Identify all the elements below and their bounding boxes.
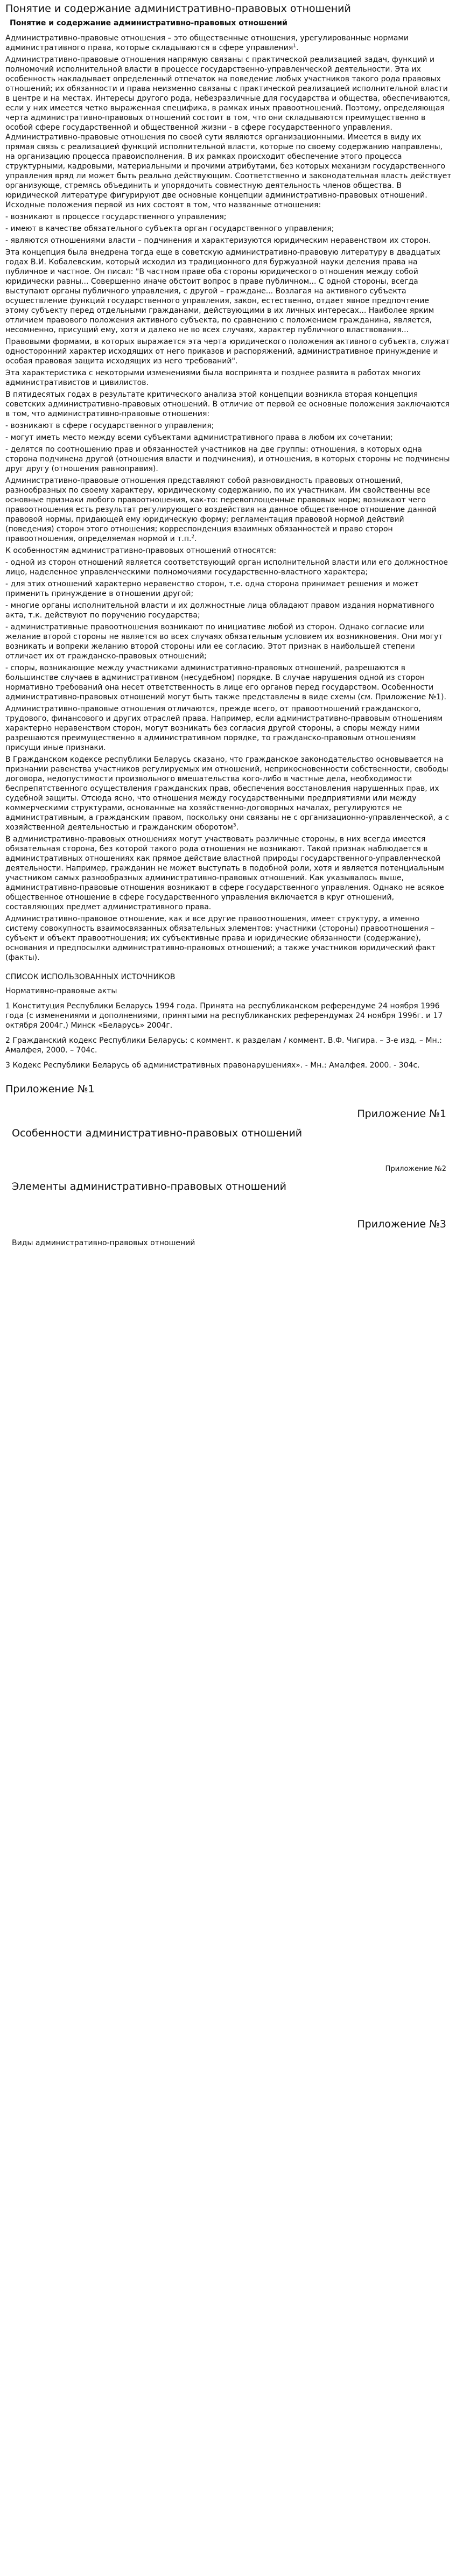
paragraph: В административно-правовых отношениях могут участвовать различные стороны, в них всегда имеется обязательная сторона, без которой такого рода отношения не возникают. Такой признак наблюдается в административных отношениях как прямое действие властной природы государственного-управленческой деятельности. Например, гражданин не может выступать в подобной роли, хотя и является потенциальным участником самых разнообразных административно-правовых отношений. Как указывалось выше, административно-правовые отношения возникают в сфере государственного управления. Однако не всякое общественное отношение в сфере государственного управления включается в круг отношений, составляющих предмет административного права. <box>5 835 444 911</box>
footnote-marker: 3 <box>233 823 236 829</box>
paragraph: - одной из сторон отношений является соответствующий орган исполнительной власти или его должностное лицо, наделенное управленческими полномочиями государственно-властного характера; <box>5 558 448 577</box>
paragraph: Административно-правовые отношения отличаются, прежде всего, от правоотношений гражданского, трудового, финансового и других отраслей права. Например, если административно-правовым отношениям характерно неравенством сторон, могут возникать без согласия другой стороны, а споры между ними разрешаются преимущественно в административном порядке, то гражданско-правовым отношениям присущи иные признаки. <box>5 705 443 752</box>
paragraph: Эта концепция была внедрена тогда еще в советскую административно-правовую литературу в двадцатых годах В.И. Кобалевским, который исходил из традиционного для буржуазной науки деления права на публичное и частное. Он писал: "В частном праве оба стороны юридического отношения между собой юридически равны... Совершенно иначе обстоит вопрос в праве публичном... С одной стороны, всегда выступают органы публичного управления, с другой – граждане... Возлагая на активного субъекта осуществление функций государственного управления, закон, естественно, отдает явное предпочтение этому субъекту перед отдельными гражданами, действующими в их личных интересах... Наиболее ярким отличием правового положения активного субъекта, по сравнению с положением гражданина, является, несомненно, присущий ему, хотя и далеко не во всех случаях, характер публичного властвования... <box>5 248 441 334</box>
paragraph: - возникают в сфере государственного управления; <box>5 422 214 430</box>
source-item: 2 Гражданский кодекс Республики Беларусь: с коммент. к разделам / коммент. В.Ф. Чигира. – 3-е изд. – Мн.: Амалфея, 2000. – 704с. <box>5 1036 442 1055</box>
appendix-section <box>5 1083 452 1247</box>
paragraph: - для этих отношений характерно неравенство сторон, т.е. одна сторона принимает решения и может применить принуждение в отношении другой; <box>5 580 419 598</box>
appendix-3-label: Приложение №3 <box>357 1218 446 1230</box>
paragraph: В пятидесятых годах в результате критического анализа этой концепции возникла вторая концепция советских административно-правовых отношений. В отличие от первой ее основные положения заключаются в том, что административно-правовые отношения: <box>5 390 450 418</box>
source-item: 1 Конституция Республики Беларусь 1994 года. Принята на республиканском референдуме 24 ноября 1996 года (с изменениями и дополнениями, принятыми на республиканских референдумах 24 ноября 1996г. и 17 октября 2004г.) Минск «Беларусь» 2004г. <box>5 1002 443 1030</box>
paragraph: - споры, возникающие между участниками административно-правовых отношений, разрешаются в большинстве случаев в административном (несудебном) порядке. В случае нарушения одной из сторон нормативно требований она несет ответственность в лице его органов перед государством. Особенности административно-правовых отношений могут быть также представлены в виде схемы (см. Приложение №1). <box>5 664 446 701</box>
paragraph: - имеют в качестве обязательного субъекта орган государственного управления; <box>5 224 334 233</box>
paragraph: - могут иметь место между всеми субъектами административного права в любом их сочетании; <box>5 433 393 442</box>
footnote-marker: 1 <box>293 43 296 49</box>
paragraph: - многие органы исполнительной власти и их должностные лица обладают правом издания нормативного акта, т.к. действуют по поручению государства; <box>5 601 434 620</box>
appendix-1-label: Приложение №1 <box>357 1108 446 1120</box>
paragraph: Административно-правовые отношения напрямую связаны с практической реализацией задач, функций и полномочий исполнительной власти в процессе государственно-управленческой деятельности. Эта их особенность накладывает определенный отпечаток на поведение любых участников такого рода правовых отношений; их обязанности и права неизменно связаны с практической реализацией исполнительной власти в центре и на местах. Интересы другого рода, небезразличные для государства и общества, обеспечиваются, если у них имеется четко выраженная специфика, в рамках иных правоотношений. Поэтому, определяющая черта административно-правовых отношений состоит в том, что они складываются преимущественно в особой сфере государственной и общественной жизни - в сфере государственного управления. Административно-правовые отношения по своей сути являются организационными. Имеется в виду их прямая связь с реализацией функций исполнительной власти, которые по своему содержанию направлены, на организацию процесса правоисполнения. В их рамках происходит обеспечение этого процесса структурными, кадровыми, материальными и прочими атрибутами, без которых механизм государственного управления вряд ли может быть реально действующим. Соответственно и законодательная власть действует организующе, стремясь объединить и упорядочить совместную деятельность членов общества. В юридической литературе фигурируют две основные концепции административно-правовых отношений. Исходные положения первой из них состоят в том, что названные отношения: <box>5 55 452 209</box>
appendix-1-title: Особенности административно-правовых отношений <box>12 1127 303 1139</box>
source-item: 3 Кодекс Республики Беларусь об административных правонарушениях». - Мн.: Амалфея. 2000. - 304с. <box>5 1061 420 1070</box>
appendix-3-title: Виды административно-правовых отношений <box>12 1239 195 1247</box>
footnote-marker: 2 <box>191 534 195 540</box>
paragraph: - административные правоотношения возникают по инициативе любой из сторон. Однако согласие или желание второй стороны не является во всех случаях обязательным условием их возникновения. Они могут возникать и вопреки желанию второй стороны или ее согласию. Этот признак в наибольшей степени отличает их от гражданско-правовых отношений; <box>5 623 443 661</box>
paragraph: Административно-правовые отношения представляют собой разновидность правовых отношений, разнообразных по своему характеру, юридическому содержанию, по их участникам. Им свойственны все основные признаки любого правоотношения, как-то: перевоплощенные правовых норм; возникают чего правоотношения есть результат регулирующего воздействия на данное общественное отношение данной правовой нормы, придающей ему юридическую форму; регламентация правовой нормой действий (поведения) сторон этого отношения; корреспонденция взаимных обязанностей и право сторон правоотношения, определяемая нормой и т.п.$^2$. <box>5 476 437 543</box>
paragraph: Правовыми формами, в которых выражается эта черта юридического положения активного субъекта, служат односторонний характер исходящих от него приказов и распоряжений, административное принуждение и особая правовая защита исходящих из него требований". <box>5 338 450 366</box>
sources-heading: СПИСОК ИСПОЛЬЗОВАННЫХ ИСТОЧНИКОВ <box>5 973 176 981</box>
page-title: Понятие и содержание административно-правовых отношений <box>5 3 351 15</box>
paragraph: Административно-правовое отношение, как и все другие правоотношения, имеет структуру, а именно систему совокупность взаимосвязанных обязательных элементов: участники (стороны) правоотношения – субъект и объект правоотношения; их субъективные права и юридические обязанности (содержание), основания и предпосылки административно-правовых отношений; а также участников юридический факт (факты). <box>5 915 436 962</box>
sources-section <box>5 972 452 1070</box>
document-body <box>5 33 452 963</box>
paragraph: Эта характеристика с некоторыми изменениями была воспринята и позднее развита в работах многих административистов и цивилистов. <box>5 369 421 387</box>
paragraph: Административно-правовые отношения – это общественные отношения, урегулированные нормами административного права, которые складываются в сфере управления$^1$. <box>5 34 409 52</box>
paragraph: - возникают в процессе государственного управления; <box>5 213 227 221</box>
section-subtitle: Понятие и содержание административно-правовых отношений <box>10 19 287 27</box>
sources-subheading: Нормативно-правовые акты <box>5 987 117 995</box>
paragraph: В Гражданском кодексе республики Беларусь сказано, что гражданское законодательство основывается на признании равенства участников регулируемых им отношений, неприкосновенности собственности, свободы договора, недопустимости произвольного вмешательства кого-либо в частные дела, необходимости беспрепятственного осуществления гражданских прав, обеспечения восстановления нарушенных прав, их судебной защиты. Отсюда ясно, что отношения между государственными предприятиями или между коммерческими структурами, основанные на хозяйственно-договорных началах, регулируются не административным, а гражданским правом, поскольку они связаны не с организационно-управленческой, а с хозяйственной деятельностью и гражданским оборотом$^3$. <box>5 755 450 832</box>
appendix-2-label: Приложение №2 <box>385 1165 446 1173</box>
paragraph: - являются отношениями власти – подчинения и характеризуются юридическим неравенством их сторон. <box>5 236 431 245</box>
paragraph: - делятся по соотношению прав и обязанностей участников на две группы: отношения, в которых одна сторона подчинена другой (отношения власти и подчинения), и отношения, в которых стороны не подчинены друг другу (отношения равноправия). <box>5 445 450 473</box>
appendix-heading: Приложение №1 <box>5 1083 95 1095</box>
appendix-2-title: Элементы административно-правовых отношений <box>12 1181 286 1192</box>
document-page <box>0 0 456 1247</box>
paragraph: К особенностям административно-правовых отношений относятся: <box>5 546 277 555</box>
